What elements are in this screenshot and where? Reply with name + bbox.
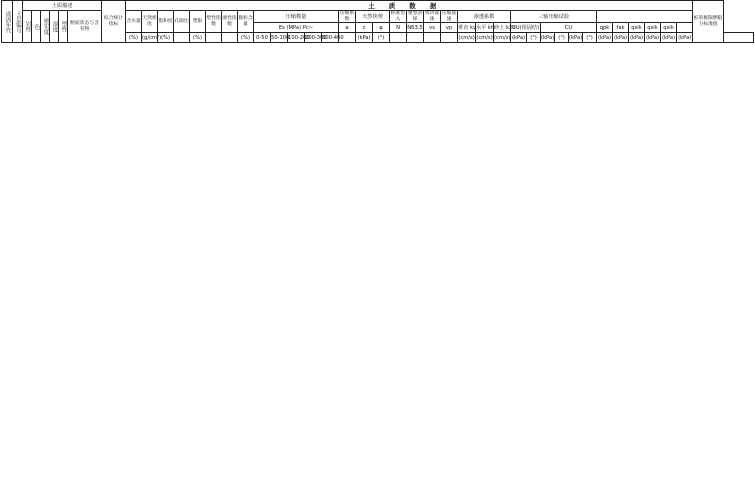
header-col-sr: 饱和度	[158, 11, 174, 33]
unit-cr-4: 300-400	[322, 34, 344, 41]
header-stats: 综合统计指标	[102, 1, 126, 43]
header-inclusion: 断面状态与含有物	[68, 11, 102, 43]
unit-tri-4: (kPa)	[569, 34, 583, 41]
unit-tri-0: (kPa)	[511, 34, 526, 41]
unit-deg-phi: (°)	[373, 33, 390, 43]
header-col-rhoc: 黏粒含量	[238, 11, 254, 33]
header-a-sym: a	[339, 23, 356, 33]
unit-sr: (%)	[158, 33, 174, 43]
header-shear-wave-sym: vs	[424, 23, 441, 33]
unit-cr-1: 50-100	[271, 34, 290, 41]
header-col-il: 液性指数	[222, 11, 238, 33]
header-triaxial-uu: UU(预固结)	[511, 24, 540, 31]
unit-tri-5: (°)	[583, 33, 597, 43]
unit-cr-0: 0-50	[254, 33, 271, 43]
header-layer-no: 土层编号	[13, 1, 23, 43]
unit-cr-3: 200-300	[305, 34, 327, 41]
header-natural-shear: 天然快剪	[356, 11, 390, 23]
unit-r-5: (kPa)	[678, 34, 692, 41]
header-compression-sub: Es (MPa) Pc~	[254, 23, 339, 33]
header-perm-2: 砂土 k20	[494, 24, 516, 31]
header-col-e: 孔隙比	[174, 11, 190, 33]
unit-tri-1: (°)	[527, 33, 541, 43]
unit-ip	[206, 33, 222, 43]
header-permeability: 渗透系数	[458, 11, 511, 23]
unit-r-0: (kPa)	[597, 34, 612, 41]
unit-perm-0: (cm/s)	[458, 34, 475, 41]
header-triaxial-cu: CU	[541, 23, 597, 33]
header-right-5: qsik	[661, 23, 677, 33]
header-compression-coef: 压缩系数	[339, 11, 355, 22]
header-shear-wave: 剪切波速	[424, 11, 440, 22]
header-rock: 岩性	[23, 11, 32, 43]
header-dynamic: 重型动探	[407, 11, 423, 22]
header-right-2: fak	[613, 23, 629, 33]
header-moisture: 湿度	[50, 11, 59, 43]
header-right-4: qsik	[645, 23, 661, 33]
unit-il	[222, 33, 238, 43]
unit-perm-2: (cm/s)	[494, 34, 511, 41]
header-comp-wave-sym: vp	[441, 23, 458, 33]
unit-w: (%)	[126, 33, 142, 43]
header-density: 密实度	[41, 11, 50, 43]
header-col-w: 含水量	[126, 11, 142, 33]
header-triaxial: 三轴压缩试验	[511, 11, 597, 23]
unit-r-2: (kPa)	[629, 34, 644, 41]
unit-r-1: (kPa)	[613, 34, 628, 41]
unit-cr-2: 100-200	[288, 34, 310, 41]
header-comp-wave: 压缩波速	[441, 11, 457, 22]
header-soil-data-title: 土质数据	[126, 1, 693, 11]
header-spt: 标准贯入	[390, 11, 406, 22]
header-plasticity: 塑性	[59, 11, 68, 43]
header-right-1: qpk	[597, 23, 613, 33]
header-genesis-age: 成因年代	[2, 1, 13, 43]
unit-kpa-c: (kPa)	[357, 34, 371, 41]
header-col-rho: 天然密度	[142, 11, 158, 33]
header-shear-c: c	[356, 23, 373, 33]
header-right-0: 桩的极限侧阻力标准值	[693, 1, 723, 43]
header-color: 色	[32, 11, 41, 43]
unit-perm-1: (cm/s)	[476, 34, 493, 41]
header-spt-sym: N	[390, 23, 407, 33]
unit-e	[174, 33, 190, 43]
unit-tri-2: (kPa)	[541, 34, 555, 41]
unit-rho: (g/cm³)	[142, 34, 162, 41]
header-soil-description: 土质描述	[23, 1, 102, 11]
header-col-wp: 塑限	[190, 11, 206, 33]
header-compression: 压缩模量	[254, 11, 339, 23]
header-col-ip: 塑性指数	[206, 11, 222, 33]
unit-wp: (%)	[190, 33, 206, 43]
unit-r-4: (kPa)	[661, 34, 676, 41]
header-dynamic-sym: N63.5	[407, 24, 423, 31]
header-perm-0: 垂直 kv	[458, 24, 477, 31]
header-shear-phi: φ	[373, 23, 390, 33]
header-perm-1: 水平 kh	[476, 24, 495, 31]
soil-parameter-table	[1, 0, 754, 43]
unit-r-3: (kPa)	[645, 34, 660, 41]
unit-tri-3: (°)	[555, 33, 569, 43]
header-right-3: qsik	[629, 23, 645, 33]
unit-rhoc: (%)	[238, 33, 254, 43]
